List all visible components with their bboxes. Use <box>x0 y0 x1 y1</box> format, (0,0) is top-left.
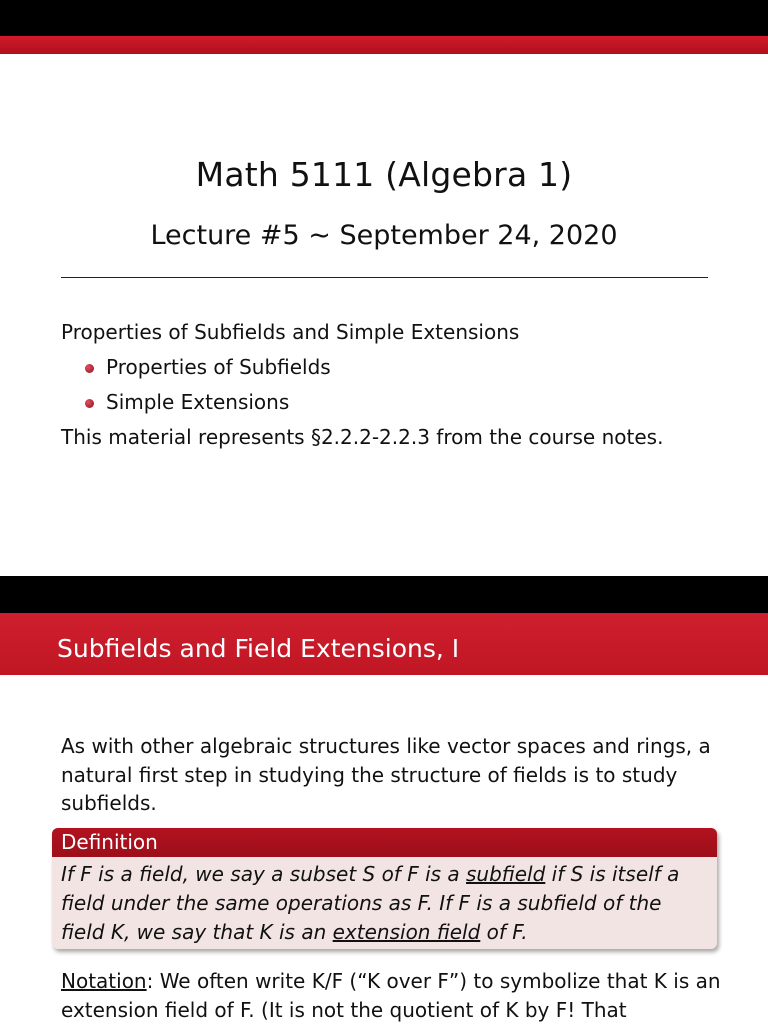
notation-paragraph <box>61 967 721 1024</box>
term-extension-field: extension field <box>332 920 481 944</box>
header-black-bar <box>0 0 768 36</box>
outline-heading: Properties of Subfields and Simple Extensions <box>61 320 520 344</box>
title-divider <box>61 277 708 278</box>
definition-body <box>52 857 717 947</box>
bullet-icon <box>85 364 94 373</box>
notation-label: Notation <box>61 969 147 993</box>
outline-item <box>61 350 741 385</box>
outline-item-label: Simple Extensions <box>106 390 290 414</box>
definition-block <box>52 828 717 949</box>
outline-item-label: Properties of Subfields <box>106 355 331 379</box>
source-note: This material represents §2.2.2-2.2.3 from the course notes. <box>61 425 664 449</box>
frame-title: Subfields and Field Extensions, I <box>57 634 460 663</box>
header-red-bar <box>0 36 768 54</box>
lecture-subtitle: Lecture #5 ∼ September 24, 2020 <box>150 220 618 251</box>
outline-item <box>61 385 741 420</box>
term-subfield: subfield <box>466 862 546 886</box>
content-slide <box>0 576 768 1024</box>
course-title: Math 5111 (Algebra 1) <box>195 155 573 194</box>
bullet-icon <box>85 399 94 408</box>
intro-paragraph: As with other algebraic structures like vector spaces and rings, a natural first step in studying the structure of fields is to study subfields. <box>61 734 711 815</box>
header-black-bar <box>0 576 768 613</box>
definition-heading: Definition <box>52 828 717 857</box>
outline <box>61 315 741 455</box>
definition-text: of F. <box>480 920 528 944</box>
definition-text: If F is a field, we say a subset S of F is a <box>61 862 467 886</box>
definition-text: if S is itself a field under the same operations as F. If F is a subfield of the field K, we say that K is an <box>61 862 680 944</box>
notation-text: : We often write K/F (“K over F”) to symbolize that K is an extension field of F. (It is not the quotient of K by F! That <box>61 969 721 1022</box>
